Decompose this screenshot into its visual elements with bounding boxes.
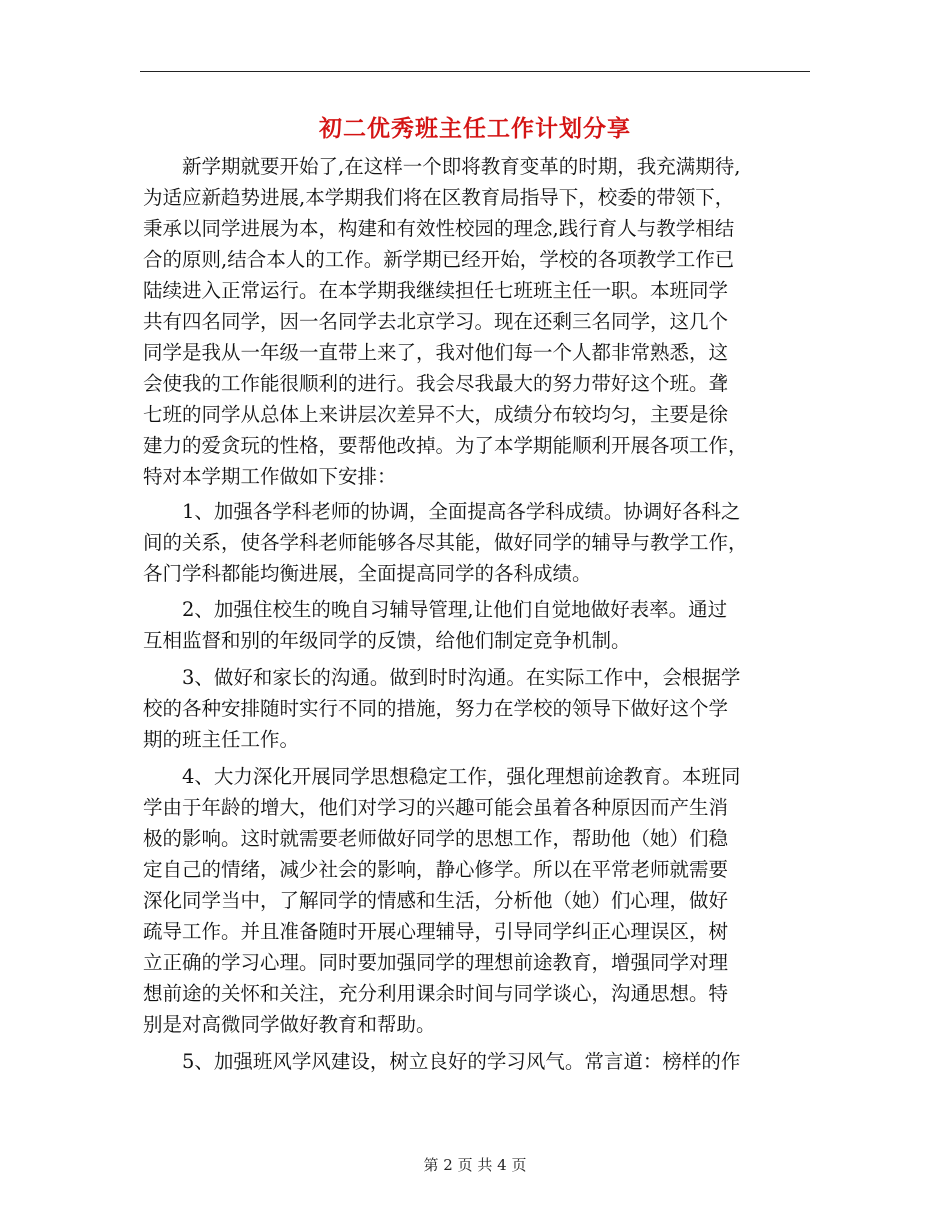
text-line: 5、加强班风学风建设，树立良好的学习风气。常言道：榜样的作 bbox=[143, 1050, 741, 1073]
text-line: 极的影响。这时就需要老师做好同学的思想工作，帮助他（她）们稳 bbox=[143, 827, 729, 850]
text-line: 互相监督和别的年级同学的反馈，给他们制定竞争机制。 bbox=[143, 629, 631, 652]
document-title: 初二优秀班主任工作计划分享 bbox=[319, 115, 631, 142]
text-line: 定自己的情绪，减少社会的影响，静心修学。所以在平常老师就需要 bbox=[143, 858, 729, 881]
text-line: 想前途的关怀和关注，充分利用课余时间与同学谈心，沟通思想。特 bbox=[143, 982, 729, 1005]
text-line: 新学期就要开始了,在这样一个即将教育变革的时期，我充满期待, bbox=[143, 155, 741, 178]
text-line: 4、大力深化开展同学思想稳定工作，强化理想前途教育。本班同 bbox=[143, 765, 741, 788]
text-line: 陆续进入正常运行。在本学期我继续担任七班班主任一职。本班同学 bbox=[143, 279, 729, 302]
text-line: 各门学科都能均衡进展，全面提高同学的各科成绩。 bbox=[143, 562, 592, 585]
text-line: 特对本学期工作做如下安排： bbox=[143, 465, 397, 488]
text-line: 3、做好和家长的沟通。做到时时沟通。在实际工作中，会根据学 bbox=[143, 666, 741, 689]
text-line: 1、加强各学科老师的协调，全面提高各学科成绩。协调好各科之 bbox=[143, 500, 741, 523]
header-rule bbox=[140, 71, 810, 72]
text-line: 学由于年龄的增大，他们对学习的兴趣可能会虽着各种原因而产生消 bbox=[143, 796, 729, 819]
text-line: 同学是我从一年级一直带上来了，我对他们每一个人都非常熟悉，这 bbox=[143, 341, 729, 364]
text-line: 深化同学当中，了解同学的情感和生活，分析他（她）们心理，做好 bbox=[143, 889, 729, 912]
text-line: 疏导工作。并且准备随时开展心理辅导，引导同学纠正心理误区，树 bbox=[143, 920, 729, 943]
text-line: 2、加强住校生的晚自习辅导管理,让他们自觉地做好表率。通过 bbox=[143, 598, 728, 621]
text-line: 会使我的工作能很顺利的进行。我会尽我最大的努力带好这个班。聋 bbox=[143, 372, 729, 395]
text-line: 校的各种安排随时实行不同的措施，努力在学校的领导下做好这个学 bbox=[143, 697, 729, 720]
text-line: 期的班主任工作。 bbox=[143, 728, 300, 751]
text-line: 秉承以同学进展为本，构建和有效性校园的理念,践行育人与教学相结 bbox=[143, 217, 735, 240]
text-line: 共有四名同学，因一名同学去北京学习。现在还剩三名同学，这几个 bbox=[143, 310, 729, 333]
text-line: 别是对高微同学做好教育和帮助。 bbox=[143, 1013, 436, 1036]
page-footer: 第 2 页 共 4 页 bbox=[423, 1156, 527, 1174]
text-line: 为适应新趋势进展,本学期我们将在区教育局指导下，校委的带领下， bbox=[143, 186, 735, 209]
text-line: 建力的爱贪玩的性格，要帮他改掉。为了本学期能顺利开展各项工作， bbox=[143, 434, 748, 457]
text-line: 立正确的学习心理。同时要加强同学的理想前途教育，增强同学对理 bbox=[143, 951, 729, 974]
text-line: 合的原则,结合本人的工作。新学期已经开始，学校的各项教学工作已 bbox=[143, 248, 735, 271]
text-line: 七班的同学从总体上来讲层次差异不大，成绩分布较均匀，主要是徐 bbox=[143, 403, 729, 426]
text-line: 间的关系，使各学科老师能够各尽其能，做好同学的辅导与教学工作， bbox=[143, 531, 748, 554]
